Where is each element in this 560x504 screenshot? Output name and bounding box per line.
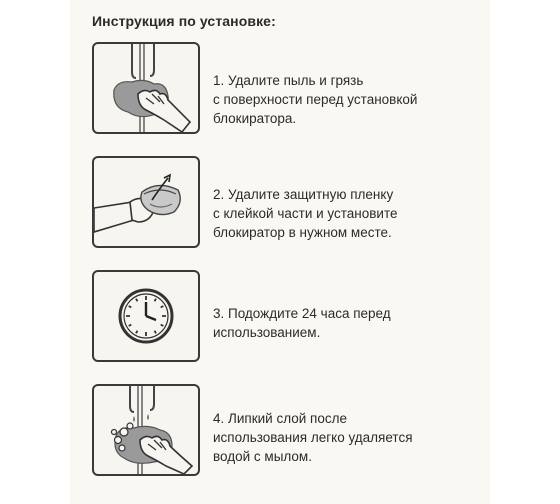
peel-film-icon — [94, 158, 198, 246]
step-1-text: 1. Удалите пыль и грязь с поверхности перед установкой блокиратора. — [213, 73, 418, 126]
step-4-illustration — [92, 384, 200, 476]
step-2-illustration — [92, 156, 200, 248]
step-3-text: 3. Подождите 24 часа перед использованием. — [213, 306, 391, 340]
wash-soap-icon — [94, 386, 198, 474]
step-2-text: 2. Удалите защитную пленку с клейкой части и установите блокиратор в нужном месте. — [213, 187, 398, 240]
step-3-illustration — [92, 270, 200, 362]
instruction-title: Инструкция по установке: — [92, 13, 276, 29]
clock-icon — [94, 272, 198, 360]
step-4-text: 4. Липкий слой после использования легко удаляется водой с мылом. — [213, 411, 413, 464]
step-1-illustration — [92, 42, 200, 134]
wipe-surface-icon — [94, 44, 198, 132]
